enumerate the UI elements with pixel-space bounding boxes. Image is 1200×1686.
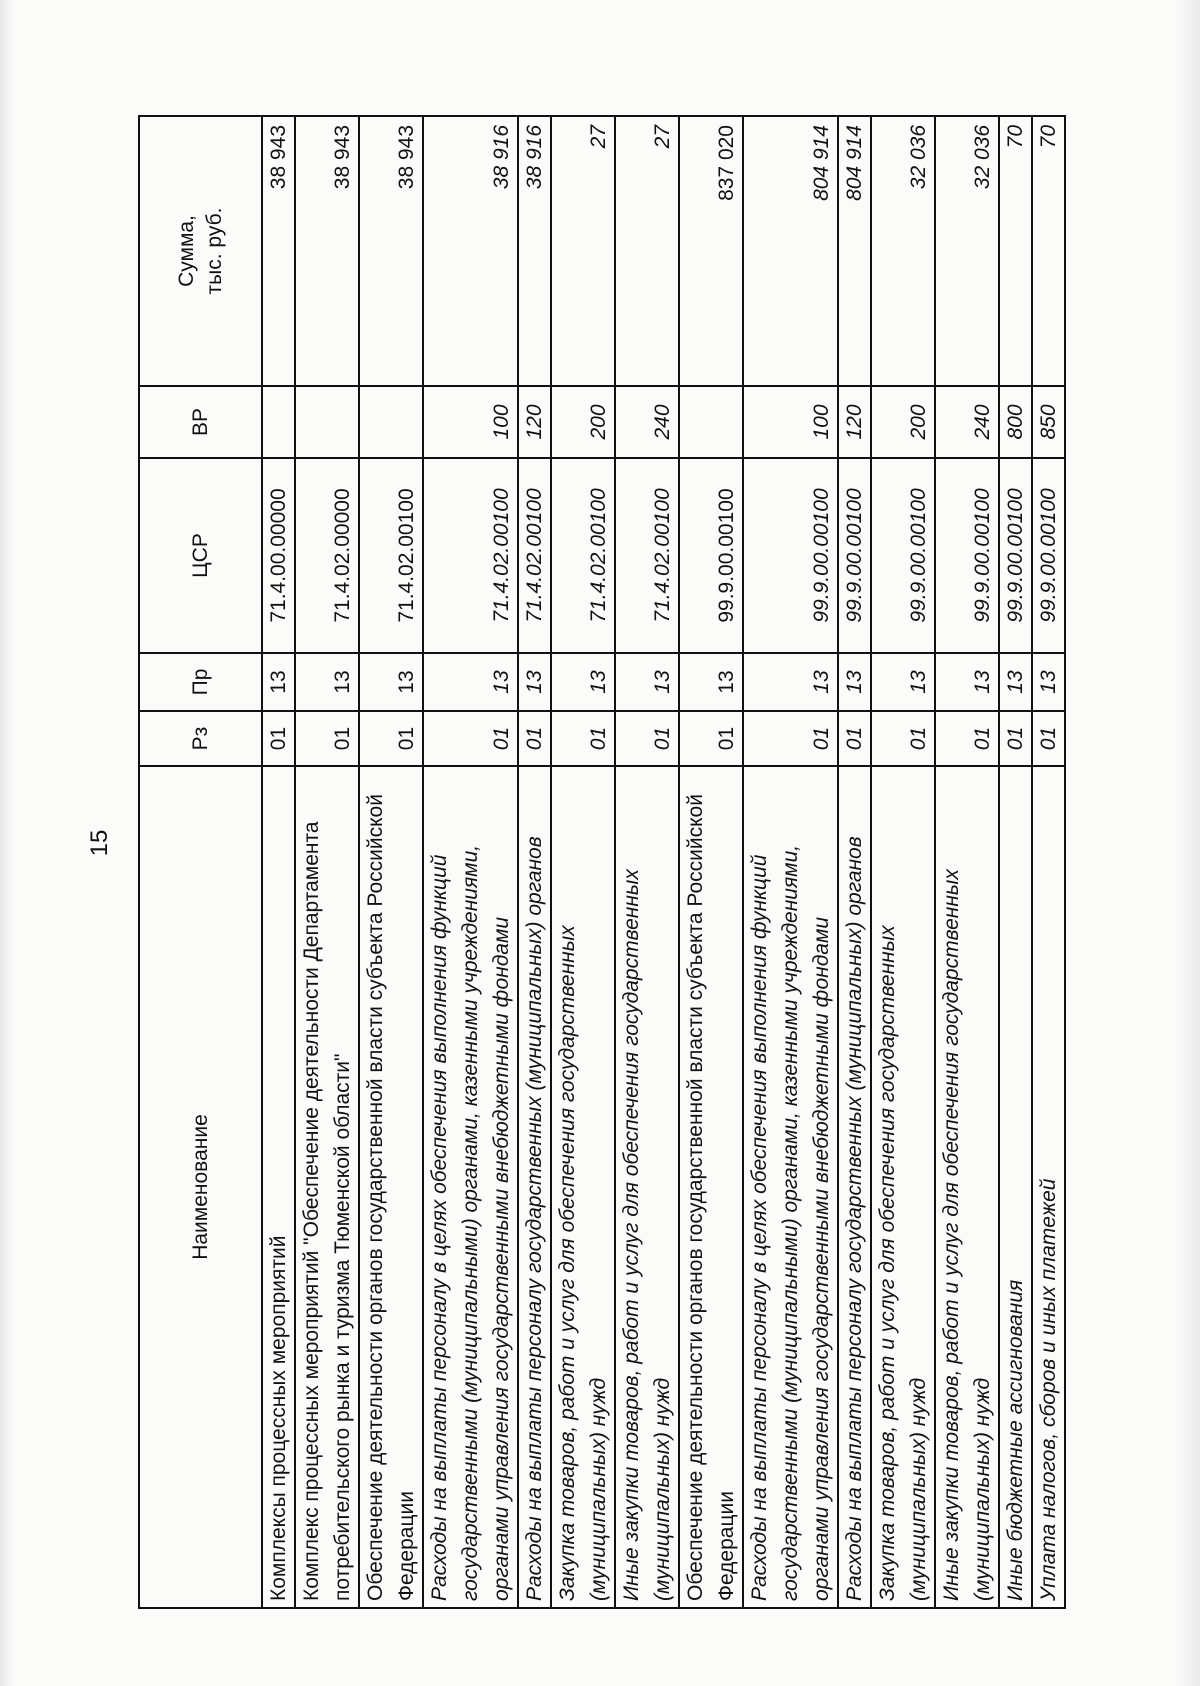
table-row	[679, 116, 743, 1608]
cell-vr: 240	[935, 386, 999, 458]
cell-vr: 240	[615, 386, 679, 458]
cell-pr: 13	[295, 653, 359, 711]
header-vr: ВР	[139, 386, 262, 458]
cell-pr: 13	[871, 653, 935, 711]
cell-pr: 13	[551, 653, 615, 711]
cell-rz: 01	[743, 711, 838, 766]
cell-sum: 837 020	[679, 116, 743, 386]
cell-csr: 71.4.02.00100	[551, 458, 615, 653]
cell-sum: 38 943	[262, 116, 295, 386]
cell-name: Уплата налогов, сборов и иных платежей	[1032, 766, 1065, 1608]
cell-csr: 71.4.02.00000	[295, 458, 359, 653]
cell-rz: 01	[871, 711, 935, 766]
header-sum	[139, 116, 262, 386]
cell-sum: 38 943	[359, 116, 423, 386]
cell-rz: 01	[615, 711, 679, 766]
table-row	[935, 116, 999, 1608]
cell-pr: 13	[679, 653, 743, 711]
cell-sum: 27	[551, 116, 615, 386]
cell-pr: 13	[838, 653, 871, 711]
cell-rz: 01	[423, 711, 518, 766]
cell-sum: 804 914	[743, 116, 838, 386]
cell-name: Расходы на выплаты персоналу государственных (муниципальных) органов	[518, 766, 551, 1608]
cell-name: Закупка товаров, работ и услуг для обеспечения государственных (муниципальных) нужд	[551, 766, 615, 1608]
header-csr: ЦСР	[139, 458, 262, 653]
table-row	[615, 116, 679, 1608]
cell-pr: 13	[262, 653, 295, 711]
table-row	[262, 116, 295, 1608]
header-name: Наименование	[139, 766, 262, 1608]
scan-edge-left	[0, 0, 14, 1686]
cell-sum: 70	[1032, 116, 1065, 386]
cell-name: Комплекс процессных мероприятий "Обеспечение деятельности Департамента потребительского рынка и туризма Тюменской области"	[295, 766, 359, 1608]
cell-name: Расходы на выплаты персоналу государственных (муниципальных) органов	[838, 766, 871, 1608]
cell-rz: 01	[838, 711, 871, 766]
cell-name: Иные бюджетные ассигнования	[999, 766, 1032, 1608]
rotated-table-container	[138, 115, 1066, 1609]
table-row	[518, 116, 551, 1608]
scan-edge-right	[1176, 0, 1200, 1686]
cell-name: Обеспечение деятельности органов государственной власти субъекта Российской Федерации	[679, 766, 743, 1608]
table-row	[838, 116, 871, 1608]
table-header-row	[139, 116, 262, 1608]
cell-pr: 13	[518, 653, 551, 711]
cell-sum: 32 036	[871, 116, 935, 386]
cell-vr: 100	[423, 386, 518, 458]
header-rz: Рз	[139, 711, 262, 766]
cell-vr	[359, 386, 423, 458]
cell-name: Комплексы процессных мероприятий	[262, 766, 295, 1608]
table-row	[551, 116, 615, 1608]
cell-name: Расходы на выплаты персоналу в целях обеспечения выполнения функций государственными (муниципальными) органами, казенными учреждениями, органами управления государственными внебюджетными фондами	[743, 766, 838, 1608]
cell-pr: 13	[743, 653, 838, 711]
cell-vr: 200	[551, 386, 615, 458]
cell-sum: 70	[999, 116, 1032, 386]
cell-vr: 800	[999, 386, 1032, 458]
cell-vr: 850	[1032, 386, 1065, 458]
table-row	[423, 116, 518, 1608]
budget-table	[138, 115, 1066, 1609]
header-sum-line1: Сумма,	[174, 215, 198, 287]
cell-rz: 01	[359, 711, 423, 766]
cell-rz: 01	[679, 711, 743, 766]
cell-pr: 13	[615, 653, 679, 711]
cell-sum: 32 036	[935, 116, 999, 386]
table-row	[359, 116, 423, 1608]
cell-vr	[262, 386, 295, 458]
cell-pr: 13	[935, 653, 999, 711]
cell-name: Расходы на выплаты персоналу в целях обеспечения выполнения функций государственными (муниципальными) органами, казенными учреждениями, органами управления государственными внебюджетными фондами	[423, 766, 518, 1608]
cell-csr: 71.4.02.00100	[518, 458, 551, 653]
cell-rz: 01	[999, 711, 1032, 766]
cell-vr: 100	[743, 386, 838, 458]
cell-sum: 38 916	[423, 116, 518, 386]
cell-csr: 99.9.00.00100	[838, 458, 871, 653]
cell-name: Обеспечение деятельности органов государственной власти субъекта Российской Федерации	[359, 766, 423, 1608]
cell-pr: 13	[1032, 653, 1065, 711]
cell-csr: 71.4.02.00100	[615, 458, 679, 653]
cell-pr: 13	[359, 653, 423, 711]
cell-sum: 38 916	[518, 116, 551, 386]
cell-name: Иные закупки товаров, работ и услуг для обеспечения государственных (муниципальных) нужд	[615, 766, 679, 1608]
header-pr: Пр	[139, 653, 262, 711]
cell-rz: 01	[518, 711, 551, 766]
cell-vr: 200	[871, 386, 935, 458]
cell-csr: 99.9.00.00100	[743, 458, 838, 653]
page-number: 15	[86, 829, 113, 857]
cell-csr: 71.4.02.00100	[359, 458, 423, 653]
cell-vr	[679, 386, 743, 458]
cell-rz: 01	[295, 711, 359, 766]
table-row	[295, 116, 359, 1608]
cell-vr: 120	[518, 386, 551, 458]
cell-sum: 804 914	[838, 116, 871, 386]
table-row	[743, 116, 838, 1608]
cell-sum: 38 943	[295, 116, 359, 386]
cell-csr: 99.9.00.00100	[1032, 458, 1065, 653]
cell-vr: 120	[838, 386, 871, 458]
cell-csr: 99.9.00.00100	[935, 458, 999, 653]
cell-rz: 01	[1032, 711, 1065, 766]
cell-sum: 27	[615, 116, 679, 386]
table-row	[999, 116, 1032, 1608]
cell-csr: 99.9.00.00100	[871, 458, 935, 653]
cell-pr: 13	[423, 653, 518, 711]
cell-name: Иные закупки товаров, работ и услуг для обеспечения государственных (муниципальных) нужд	[935, 766, 999, 1608]
cell-csr: 99.9.00.00100	[679, 458, 743, 653]
cell-csr: 71.4.00.00000	[262, 458, 295, 653]
cell-vr	[295, 386, 359, 458]
cell-name: Закупка товаров, работ и услуг для обеспечения государственных (муниципальных) нужд	[871, 766, 935, 1608]
header-sum-line2: тыс. руб.	[202, 207, 226, 295]
cell-rz: 01	[551, 711, 615, 766]
cell-rz: 01	[262, 711, 295, 766]
table-row	[871, 116, 935, 1608]
cell-csr: 71.4.02.00100	[423, 458, 518, 653]
cell-rz: 01	[935, 711, 999, 766]
table-row	[1032, 116, 1065, 1608]
cell-pr: 13	[999, 653, 1032, 711]
cell-csr: 99.9.00.00100	[999, 458, 1032, 653]
